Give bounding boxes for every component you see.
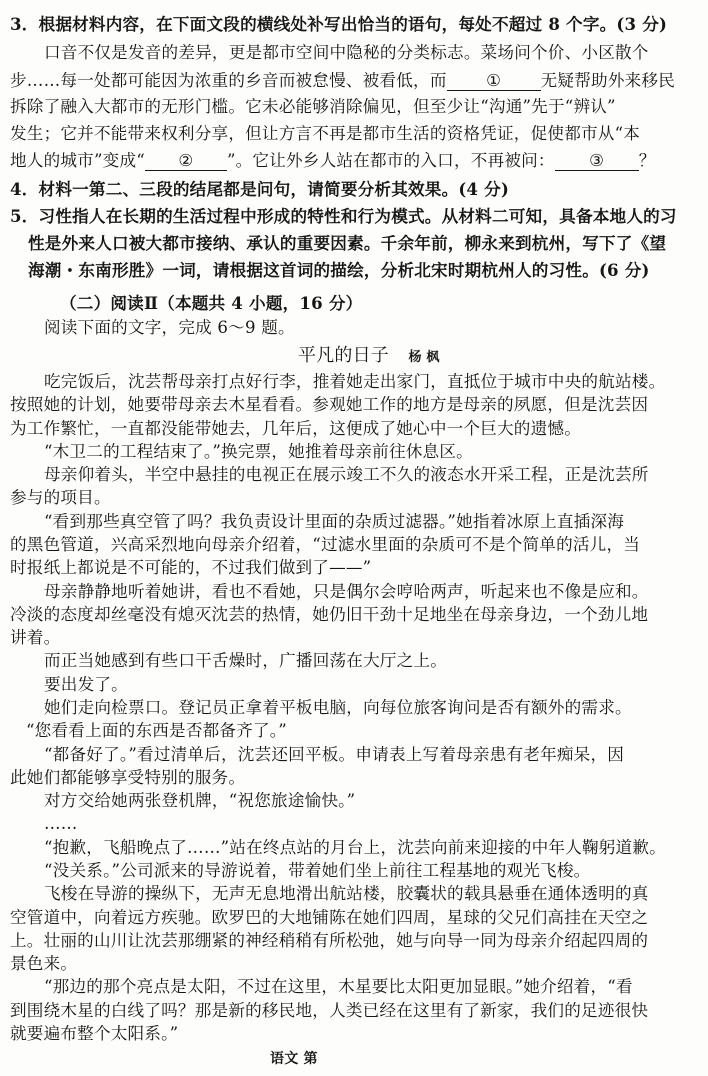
story-paragraph-line: “都备好了。”看过清单后，沈芸还回平板。申请表上写着母亲患有老年痴呆，因 — [44, 745, 625, 764]
story-paragraph-line: 飞梭在导游的操纵下，无声无息地滑出航站楼，胶囊状的载具悬垂在通体透明的真 — [44, 884, 649, 903]
question-4-prompt: 4．材料一第二、三段的结尾都是问句，请简要分析其效果。(4 分) — [10, 179, 510, 199]
story-paragraph-line: “抱歉，飞船晚点了……”站在终点站的月台上，沈芸向前来迎接的中年人鞠躬道歉。 — [44, 838, 666, 857]
story-paragraph-line: 到围绕木星的白线了吗？那是新的移民地，人类已经在这里有了新家，我们的足迹很快 — [10, 1001, 649, 1020]
question-5-prompt: 5．习性指人在长期的生活过程中形成的特性和行为模式。从材料二可知，具备本地人的习 — [10, 206, 677, 226]
story-paragraph-line: 为工作繁忙，一直都没能带她去，几年后，这便成了她心中一个巨大的遗憾。 — [10, 419, 581, 438]
story-paragraph-line: 母亲静静地听着她讲，看也不看她，只是偶尔会哼哈两声，听起来也不像是应和。 — [44, 582, 649, 601]
story-paragraph-line: “没关系。”公司派来的导游说着，带着她们坐上前往工程基地的观光飞梭。 — [44, 861, 591, 880]
passage-text: 地人的城市”变成“ ② ”。它让外乡人站在都市的入口，不再被问： ③ ？ — [10, 151, 656, 170]
section-instruction: 阅读下面的文字，完成 6～9 题。 — [44, 318, 295, 337]
story-paragraph-line: 时报纸上都说是不可能的，不过我们做到了——” — [10, 558, 372, 577]
answer-blank-1: ① — [447, 72, 541, 91]
answer-blank-3: ③ — [555, 152, 639, 171]
story-paragraph-line: 讲着。 — [10, 628, 61, 647]
passage-text: 口音不仅是发音的差异，更是都市空间中隐秘的分类标志。菜场问个价、小区散个 — [44, 43, 649, 62]
story-paragraph-line: “木卫二的工程结束了。”换完票，她推着母亲前往休息区。 — [44, 442, 473, 461]
passage-text: 发生；它并不能带来权利分享，但让方言不再是都市生活的资格凭证，促使都市从“本 — [10, 124, 641, 143]
story-paragraph-line: 就要遍布整个太阳系。” — [10, 1024, 179, 1043]
story-paragraph-line: 母亲仰着头，半空中悬挂的电视正在展示竣工不久的液态水开采工程，正是沈芸所 — [44, 465, 649, 484]
story-paragraph-line: “那边的那个亮点是太阳，不过在这里，木星要比太阳更加显眼。”她介绍着，“看 — [44, 977, 633, 996]
story-paragraph-line: 而正当她感到有些口干舌燥时，广播回荡在大厅之上。 — [44, 651, 448, 670]
question-5-prompt: 海潮・东南形胜》一词，请根据这首词的描绘，分析北宋时期杭州人的习性。(6 分) — [28, 260, 650, 280]
story-paragraph-line: 吃完饭后，沈芸帮母亲打点好行李，推着她走出家门，直抵位于城市中央的航站楼。 — [44, 372, 666, 391]
story-author: 杨 枫 — [408, 350, 440, 365]
passage-text: 步……每一处都可能因为浓重的乡音而被怠慢、被看低，而 ① 无疑帮助外来移民 — [10, 71, 675, 90]
question-5-prompt: 性是外来人口被大都市接纳、承认的重要因素。千余年前，柳永来到杭州，写下了《望 — [28, 233, 667, 253]
answer-blank-2: ② — [145, 152, 227, 171]
story-title: 平凡的日子 — [298, 345, 389, 366]
story-paragraph-line: 空管道中，向着远方疾驰。欧罗巴的大地铺陈在她们四周，星球的父兄们高挂在天空之 — [10, 908, 649, 927]
story-paragraph-line: 此她们都能够享受特别的服务。 — [10, 768, 246, 787]
story-ellipsis: …… — [44, 814, 78, 833]
section-heading: （二）阅读Ⅱ（本题共 4 小题，16 分） — [60, 293, 363, 313]
story-paragraph-line: 景色来。 — [10, 954, 78, 973]
page-footer: 语文 第 — [270, 1051, 318, 1067]
story-paragraph-line: 参与的项目。 — [10, 488, 111, 507]
story-paragraph-line: 她们走向检票口。登记员正拿着平板电脑，向每位旅客询问是否有额外的需求。 — [44, 698, 632, 717]
story-paragraph-line: 上。壮丽的山川让沈芸那绷紧的神经稍稍有所松弛，她与向导一同为母亲介绍起四周的 — [10, 931, 649, 950]
story-paragraph-line: 按照她的计划，她要带母亲去木星看看。参观她工作的地方是母亲的夙愿，但是沈芸因 — [10, 395, 649, 414]
story-title-line — [298, 345, 440, 369]
passage-text: 拆除了融入大都市的无形门槛。它未必能够消除偏见，但至少让“沟通”先于“辨认” — [10, 97, 616, 116]
story-paragraph-line: 要出发了。 — [44, 675, 128, 694]
story-paragraph-line: “看到那些真空管了吗？我负责设计里面的杂质过滤器。”她指着冰原上直插深海 — [44, 512, 625, 531]
story-paragraph-line: “您看看上面的东西是否都备齐了。” — [26, 721, 287, 740]
story-paragraph-line: 对方交给她两张登机牌，“祝您旅途愉快。” — [44, 791, 356, 810]
story-paragraph-line: 冷淡的态度却丝毫没有熄灭沈芸的热情，她仍旧干劲十足地坐在母亲身边，一个劲儿地 — [10, 605, 649, 624]
question-3-prompt: 3．根据材料内容，在下面文段的横线处补写出恰当的语句，每处不超过 8 个字。(3 分) — [10, 14, 668, 34]
story-paragraph-line: 的黑色管道，兴高采烈地向母亲介绍着，“过滤水里面的杂质可不是个简单的活儿，当 — [10, 535, 641, 554]
